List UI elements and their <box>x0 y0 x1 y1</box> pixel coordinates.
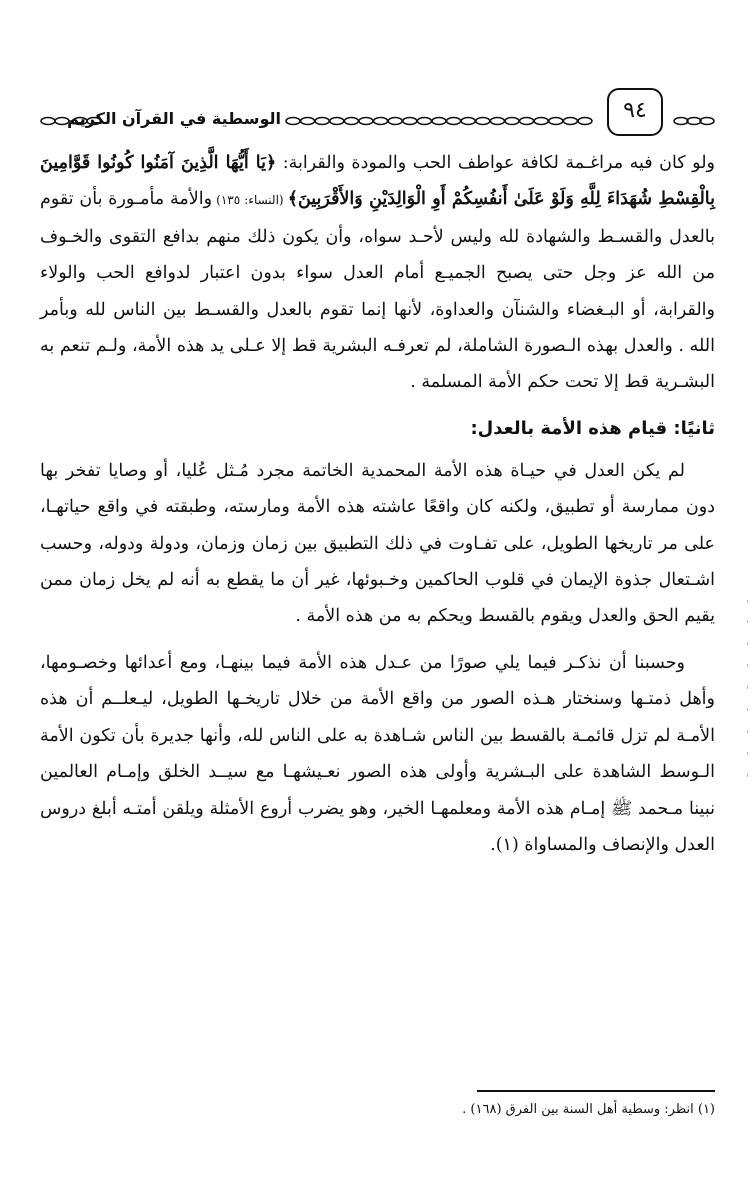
paragraph-1-body: والأمة مأمـورة بأن تقوم بالعدل والقسـط والشهادة لله وليس لأحـد سواه، وأن يكون ذلك منهم بدافع التقوى والخـوف من الله عز وجل حتى يصبح الجميـع أمام العدل سواء بدون اعتبار لدوافع الحب والولاء والقرابة، أو البـغضاء والشنآن والعداوة، لأنها إنما تقوم بالعدل والقسـط بين الناس لله وبأمر الله . والعدل بهذه الـصورة الشاملة، لم تعرفـه البشرية قط إلا عـلى يد هذه الأمة، ولـم تنعم به البشـرية قط إلا تحت حكم الأمة المسلمة . <box>40 189 715 393</box>
header-ornament-rule <box>285 116 600 126</box>
quran-verse: ﴿يَا أَيُّهَا الَّذِينَ آمَنُوا كُونُوا قَوَّامِينَ بِالْقِسْطِ شُهَدَاءَ لِلَّهِ وَلَوْ عَلَىٰ أَنفُسِكُمْ أَوِ الْوَالِدَيْنِ وَالأَقْرَبِينَ﴾ <box>40 153 715 210</box>
footnote-divider <box>477 1090 715 1092</box>
verse-reference: (النساء: ١٣٥) <box>212 193 288 208</box>
paragraph-3-body: وحسبنا أن نذكـر فيما يلي صورًا من عـدل هذه الأمة فيما بينهـا، ومع أعدائها وخصـومها، وأهل ذمتـها وسنختار هـذه الصور من واقع الأمة من خلال تاريخـها الطويل، ليـعلــم أن هذه الأمـة لم تزل قائمـة بالقسط بين الناس شـاهدة به على الناس لله، وأنها جديرة بأن تكون الأمة الـوسط الشاهدة على البـشرية وأولى هذه الصور نعـيشهـا مع سيــد الخلق وإمـام العالمين نبينا مـحمد ﷺ إمـام هذه الأمة ومعلمهـا الخير، وهو يضرب أروع الأمثلة ويلقن أمتـه أبلغ دروس العدل والإنصاف والمساواة <box>40 652 715 855</box>
page-number: ٩٤ <box>607 88 663 136</box>
paragraph-3 <box>40 645 715 863</box>
paragraph-1-intro: ولو كان فيه مراغـمة لكافة عواطف الحب والمودة والقرابة: <box>276 153 715 173</box>
paragraph-2: لم يكن العدل في حيـاة هذه الأمة المحمدية الخاتمة مجرد مُـثل عُليا، أو وصايا تفخر بها دون ممارسة أو تطبيق، ولكنه كان واقعًا عاشته هذه الأمة ومارسته، وطبقته في واقع حياتهـا، على مر تاريخها الطويل، على تفـاوت في ذلك التطبيق بين زمان وزمان، ودولة ودوله، وحسب اشـتعال جذوة الإيمان في قلوب الحاكمين وخـبوئها، غير أن ما يقطع به أنه لم يخل زمان ممن يقيم الحق والعدل ويقوم بالقسط ويحكم به من هذه الأمة . <box>40 460 715 627</box>
header-ornament-right <box>673 116 715 126</box>
footnote-marker: (١). <box>490 834 525 855</box>
running-title: الوسطية في القرآن الكريم <box>67 109 281 128</box>
page-header <box>40 88 715 148</box>
paragraph-1 <box>40 145 715 401</box>
body-text <box>40 145 715 863</box>
page-edge-marks <box>745 600 751 780</box>
section-heading: ثانيًا: قيام هذه الأمة بالعدل: <box>470 417 715 439</box>
footnote: (١) انظر: وسطية أهل السنة بين الفرق (١٦٨) . <box>462 1102 715 1117</box>
paragraph-gap <box>40 635 715 645</box>
